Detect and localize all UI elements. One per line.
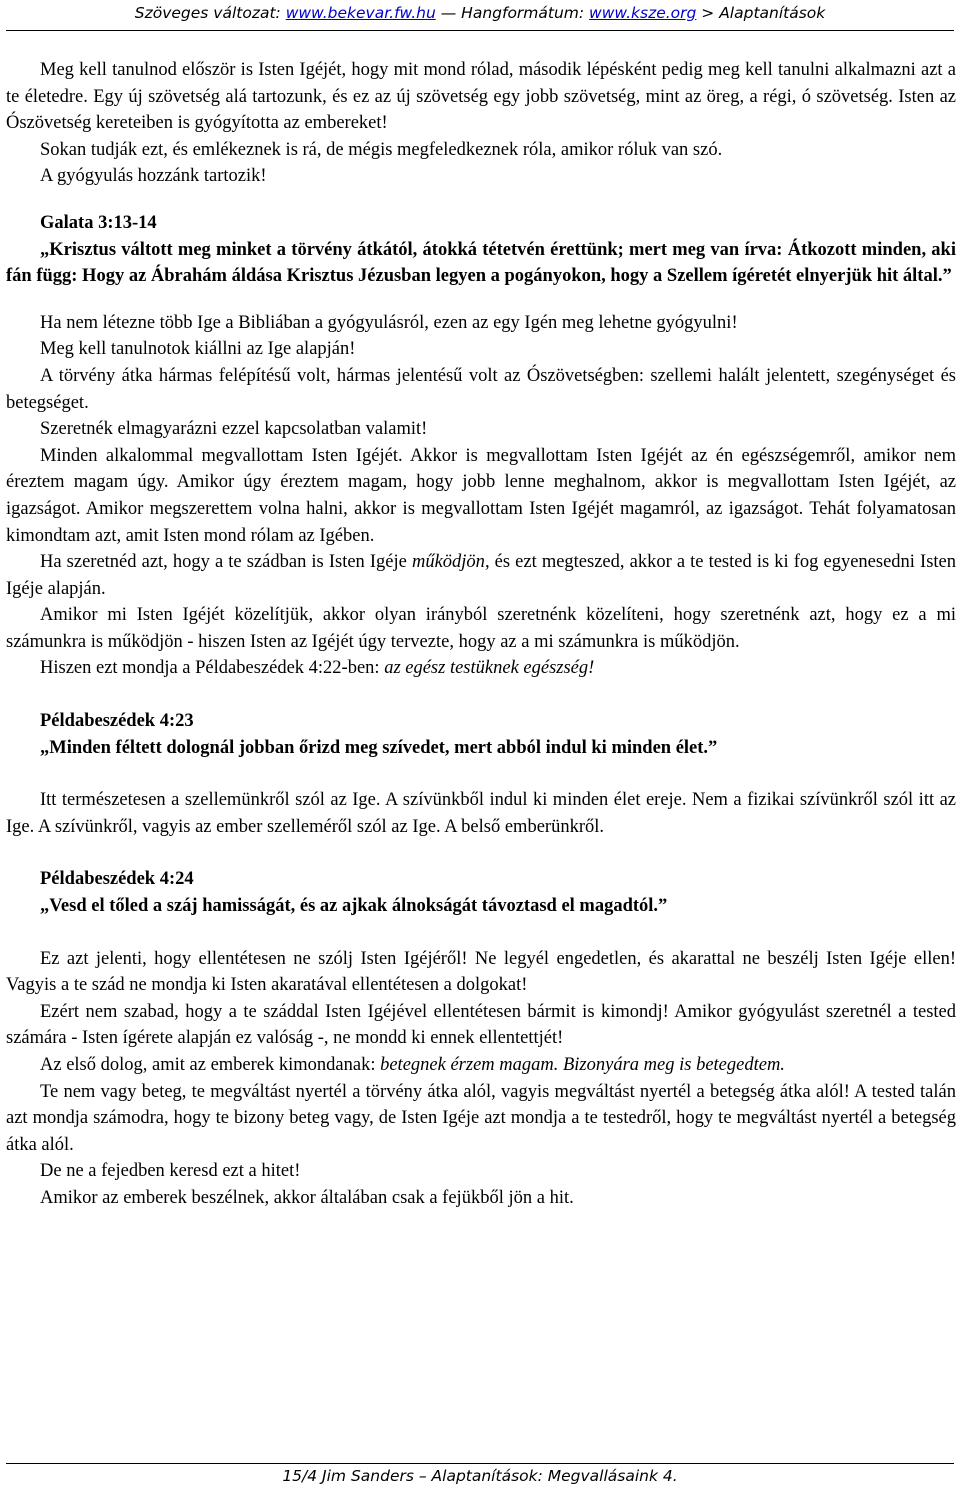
p8-text-a: Hiszen ezt mondja a Példabeszédek 4:22-ben: bbox=[40, 658, 385, 679]
section2-paragraph-1: Ha nem létezne több Ige a Bibliában a gyógyulásról, ezen az egy Igén meg lehetne gyógyulni! bbox=[40, 312, 738, 333]
galata-reference: Galata 3:13-14 bbox=[40, 212, 157, 233]
pelda24-paragraph-3 bbox=[6, 1052, 956, 1079]
section2-paragraph-7: Amikor mi Isten Igéjét közelítjük, akkor olyan irányból szeretnénk közelíteni, hogy szeretnénk azt, hogy ez a mi számunkra is működjön - hiszen Isten az Igéjét úgy tervezte, hogy az a mi számunkra is működjön. bbox=[6, 605, 956, 652]
section2-paragraph-8 bbox=[6, 655, 956, 682]
page-header bbox=[0, 4, 960, 22]
spacer bbox=[6, 840, 956, 866]
p8-italic: az egész testüknek egészség! bbox=[384, 658, 595, 679]
spacer bbox=[6, 920, 956, 946]
pelda24-paragraph-2: Ezért nem szabad, hogy a te száddal Isten Igéjével ellentétesen bármit is kimondj! Amikor gyógyulást szeretnél a tested számára - Isten ígérete alapján ez valóság -, ne mondd ki ennek ellentettjét! bbox=[6, 1001, 956, 1049]
footer-divider bbox=[6, 1463, 954, 1464]
spacer bbox=[6, 190, 956, 210]
p6-text-b: , és ezt megteszed, akkor a te tested is ki fog egyenesedni Isten Igéje alapján. bbox=[6, 552, 956, 599]
pelda24-paragraph-1: Ez azt jelenti, hogy ellentétesen ne szólj Isten Igéjéről! Ne legyél engedetlen, és akarattal ne beszélj Isten Igéje ellen! Vagyis a te szád ne mondja ki Isten akaratával ellentétesen a dolgokat! bbox=[6, 948, 956, 996]
header-divider bbox=[6, 30, 954, 31]
p3-text-a: Az első dolog, amit az emberek kimondanak: bbox=[40, 1055, 381, 1075]
section2-paragraph-4: Szeretnék elmagyarázni ezzel kapcsolatban valamit! bbox=[40, 419, 428, 440]
p6-text-a: Ha szeretnéd azt, hogy a te szádban is Isten Igéje bbox=[40, 552, 412, 573]
pelda24-paragraph-6: Amikor az emberek beszélnek, akkor általában csak a fejükből jön a hit. bbox=[40, 1187, 574, 1208]
galata-quote: „Krisztus váltott meg minket a törvény átkától, átokká tétetvén érettünk; mert meg van írva: Átkozott minden, aki fán függ: Hogy az Ábrahám áldása Krisztus Jézusban legyen a pogányokon, hogy a Szellem ígéretét elnyerjük hit által.” bbox=[6, 239, 956, 287]
intro-paragraph-2: Sokan tudják ezt, és emlékeznek is rá, de mégis megfeledkeznek róla, amikor róluk van szó. bbox=[40, 139, 723, 160]
section2-paragraph-6 bbox=[6, 549, 956, 602]
p3-italic: betegnek érzem magam. Bizonyára meg is betegedtem. bbox=[380, 1055, 785, 1075]
pelda23-paragraph-1: Itt természetesen a szellemünkről szól az Ige. A szívünkből indul ki minden élet ereje. Nem a fizikai szívünkről szól itt az Ige. A szívünkről, vagyis az ember szelleméről szól az Ige. A belső emberünkről. bbox=[6, 790, 956, 837]
header-prefix: Szöveges változat: bbox=[134, 4, 286, 22]
pelda23-quote: „Minden féltett dolognál jobban őrizd meg szívedet, mert abból indul ki minden élet.” bbox=[40, 737, 718, 758]
spacer bbox=[6, 290, 956, 310]
document-body bbox=[6, 57, 956, 1212]
pelda24-paragraph-4: Te nem vagy beteg, te megváltást nyertél a törvény átka alól, vagyis megváltást nyertél a betegség átka alól! A tested talán azt mondja számodra, hogy te bizony beteg vagy, de Isten Igéje azt mondja a te testedről, hogy te megváltást nyertél a betegség átka alól. bbox=[6, 1081, 956, 1155]
pelda24-paragraph-5: De ne a fejedben keresd ezt a hitet! bbox=[40, 1161, 301, 1182]
pelda24-reference: Példabeszédek 4:24 bbox=[40, 869, 194, 890]
p6-italic: működjön bbox=[411, 552, 485, 573]
link-ksze[interactable]: www.ksze.org bbox=[589, 4, 697, 22]
page-footer: 15/4 Jim Sanders – Alaptanítások: Megvallásaink 4. bbox=[282, 1467, 678, 1485]
header-suffix: > Alaptanítások bbox=[696, 4, 826, 22]
section2-paragraph-5: Minden alkalommal megvallottam Isten Igéjét. Akkor is megvallottam Isten Igéjét az én egészségemről, amikor nem éreztem magam úgy. Amikor úgy éreztem magam, hogy jobb lenne meghalnom, akkor is megvallottam Isten Igéjét, az igazságot. Amikor megszerettem volna halni, akkor is megvallottam Isten Igéjét magamról, az igazságot. Tehát folyamatosan kimondtam azt, amit Isten mond rólam az Igében. bbox=[6, 445, 956, 546]
section2-paragraph-2: Meg kell tanulnotok kiállni az Ige alapján! bbox=[40, 339, 356, 360]
spacer bbox=[6, 761, 956, 787]
header-middle: — Hangformátum: bbox=[435, 4, 590, 22]
intro-paragraph-1: Meg kell tanulnod először is Isten Igéjét, hogy mit mond rólad, második lépésként pedig meg kell tanulni alkalmazni azt a te életedre. Egy új szövetség alá tartozunk, és ez az új szövetség egy jobb szövetség, mint az öreg, a régi, ó szövetség. Isten az Ószövetség kereteiben is gyógyította az embereket! bbox=[6, 60, 956, 134]
intro-paragraph-3: A gyógyulás hozzánk tartozik! bbox=[40, 166, 267, 187]
pelda23-reference: Példabeszédek 4:23 bbox=[40, 711, 194, 732]
spacer bbox=[6, 682, 956, 708]
link-bekevar[interactable]: www.bekevar.fw.hu bbox=[285, 4, 436, 22]
pelda24-quote: „Vesd el tőled a száj hamisságát, és az ajkak álnokságát távoztasd el magadtól.” bbox=[40, 896, 668, 917]
section2-paragraph-3: A törvény átka hármas felépítésű volt, hármas jelentésű volt az Ószövetségben: szellemi halált jelentett, szegénységet és betegséget. bbox=[6, 365, 956, 413]
